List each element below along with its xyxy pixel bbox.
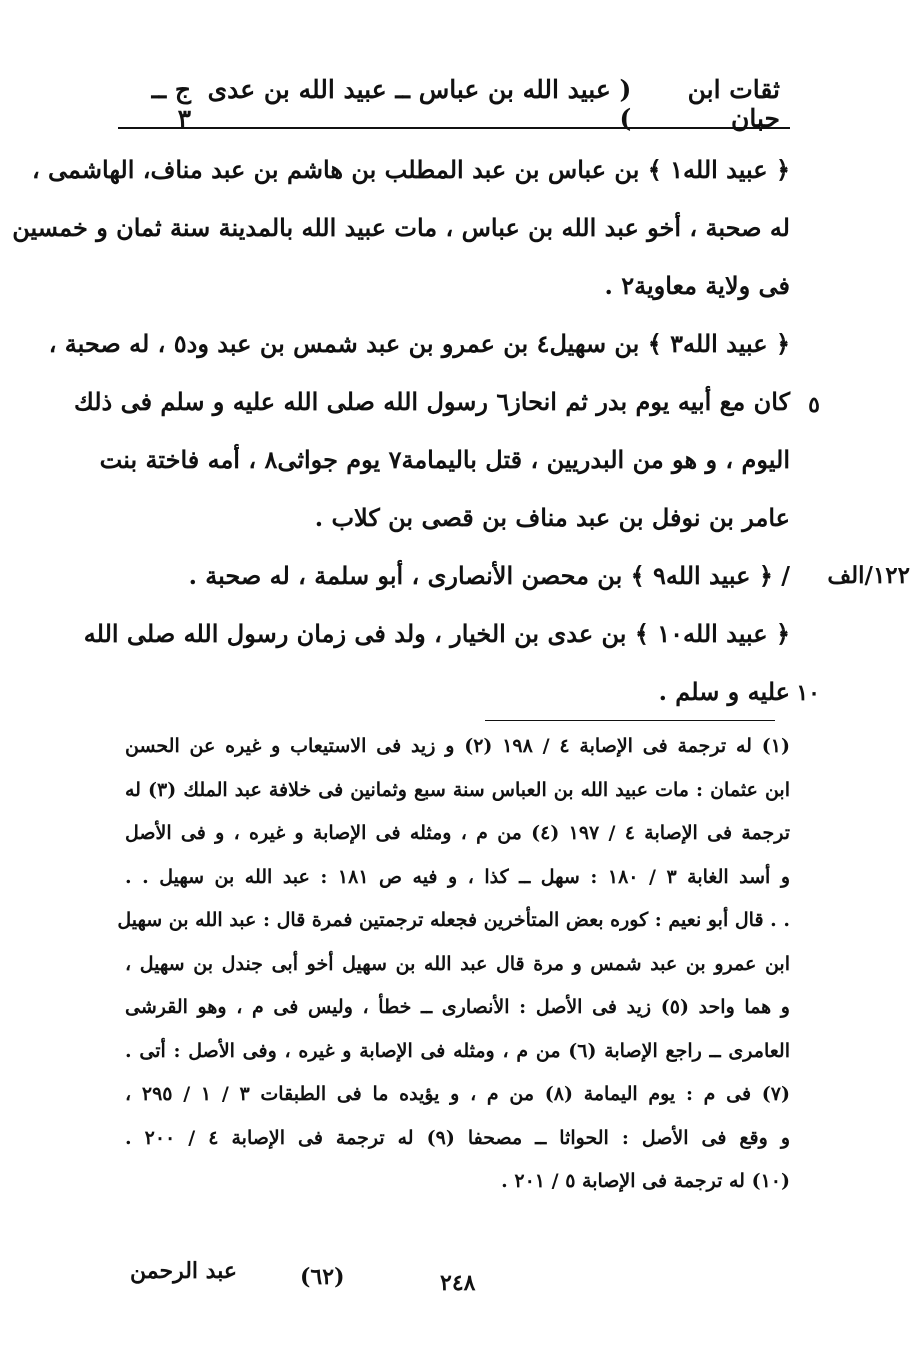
line-number-10: ١٠ xyxy=(796,680,820,706)
footnote-line-7: و هما واحد (٥) زيد فى الأصل : الأنصارى ــ خطأ ، وليس فى م ، وهو القرشى xyxy=(125,996,790,1018)
text-line-3: فى ولاية معاوية٢ . xyxy=(604,271,790,300)
text-line-4: ﴿ عبيد الله٣ ﴾ بن سهيل٤ بن عمرو بن عبد شمس بن عبد ود٥ ، له صحبة ، xyxy=(48,329,790,358)
footnote-line-6: ابن عمرو بن عبد شمس و مرة قال عبد الله بن سهيل أخو أبى جندل بن سهيل ، xyxy=(125,952,790,975)
header-volume: ج ــ ٣ xyxy=(151,75,192,133)
footnote-line-3: ترجمة فى الإصابة ٤ / ١٩٧ (٤) من م ، ومثله فى الإصابة و غيره ، و فى الأصل xyxy=(125,822,791,844)
footer-page-number: ٢٤٨ xyxy=(440,1270,476,1296)
footnote-line-1: (١) له ترجمة فى الإصابة ٤ / ١٩٨ (٢) و زيد فى الاستيعاب و غيره عن الحسن xyxy=(125,735,790,757)
footer-volume-number: (٦٢) xyxy=(300,1264,345,1290)
page-footer xyxy=(120,1258,720,1298)
footnote-line-8: العامرى ــ راجع الإصابة (٦) من م ، ومثله فى الإصابة و غيره ، وفى الأصل : أتى . xyxy=(125,1039,790,1062)
main-text xyxy=(12,150,790,730)
footnotes xyxy=(117,728,791,1207)
footnote-line-4: و أسد الغابة ٣ / ١٨٠ : سهل ــ كذا ، و فيه ص ١٨١ : عبد الله بن سهيل . . xyxy=(125,865,791,888)
text-line-7: عامر بن نوفل بن عبد مناف بن قصى بن كلاب . xyxy=(314,503,790,532)
footnote-line-2: ابن عثمان : مات عبيد الله بن العباس سنة سبع وثمانين فى خلافة عبد الملك (٣) له xyxy=(125,778,790,801)
margin-folio-note: ١٢٢/الف xyxy=(827,562,910,589)
footnote-line-11: (١٠) له ترجمة فى الإصابة ٥ / ٢٠١ . xyxy=(501,1170,790,1192)
text-line-10: عليه و سلم . xyxy=(658,677,790,706)
header-section-range: ( عبيد الله بن عباس ــ عبيد الله بن عدى ) xyxy=(207,75,632,133)
line-number-5: ٥ xyxy=(808,392,820,418)
text-line-6: اليوم ، و هو من البدريين ، قتل باليمامة٧ يوم جواثى٨ ، أمه فاختة بنت xyxy=(99,445,790,474)
text-line-8: / ﴿ عبيد الله٩ ﴾ بن محصن الأنصارى ، أبو سلمة ، له صحبة . xyxy=(188,561,790,590)
footnote-rule xyxy=(485,720,775,721)
header-rule xyxy=(118,127,790,129)
text-line-2: له صحبة ، أخو عبد الله بن عباس ، مات عبيد الله بالمدينة سنة ثمان و خمسين xyxy=(12,213,790,242)
footer-signature: عبد الرحمن xyxy=(130,1258,237,1284)
text-line-5: كان مع أبيه يوم بدر ثم انحاز٦ رسول الله صلى الله عليه و سلم فى ذلك xyxy=(73,387,790,416)
footnote-line-9: (٧) فى م : يوم اليمامة (٨) من م ، و يؤيده ما فى الطبقات ٣ / ١ / ٢٩٥ ، xyxy=(125,1083,791,1105)
footnote-line-10: و وقع فى الأصل : الحواثا ــ مصحفا (٩) له ترجمة فى الإصابة ٤ / ٢٠٠ . xyxy=(125,1126,790,1149)
header-book-title: ثقات ابن حبان xyxy=(687,75,780,133)
running-header xyxy=(130,75,780,133)
footnote-line-5: . . قال أبو نعيم : كوره بعض المتأخرين فجعله ترجمتين فمرة قال : عبد الله بن سهيل xyxy=(117,909,790,931)
text-line-1: ﴿ عبيد الله١ ﴾ بن عباس بن عبد المطلب بن هاشم بن عبد مناف، الهاشمى ، xyxy=(31,155,790,184)
text-line-9: ﴿ عبيد الله١٠ ﴾ بن عدى بن الخيار ، ولد فى زمان رسول الله صلى الله xyxy=(83,619,790,648)
